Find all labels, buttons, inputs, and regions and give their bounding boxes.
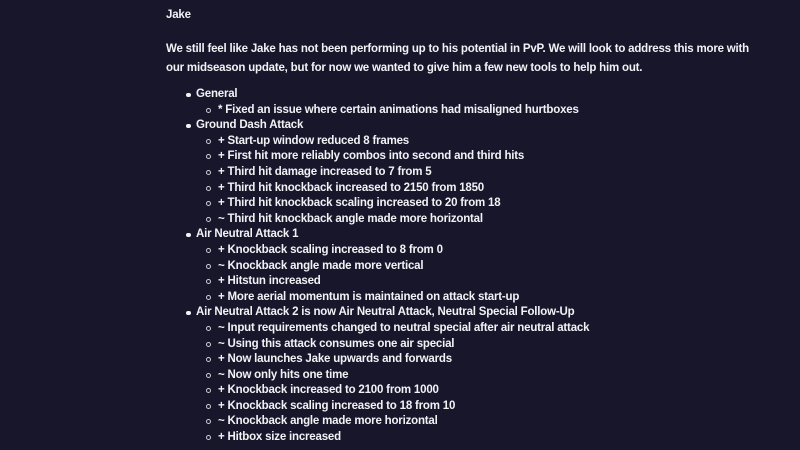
circle-bullet-icon: [206, 373, 211, 378]
character-title: Jake: [166, 9, 191, 21]
circle-bullet-icon: [206, 279, 211, 284]
section-label: Air Neutral Attack 1: [196, 228, 299, 241]
section-general: [166, 87, 589, 118]
circle-bullet-icon: [206, 186, 211, 191]
section-label: Air Neutral Attack 2 is now Air Neutral Attack, Neutral Special Follow-Up: [196, 306, 575, 319]
list-item: [196, 196, 589, 212]
item-text: + More aerial momentum is maintained on attack start-up: [218, 290, 520, 303]
list-item: [196, 165, 589, 181]
circle-bullet-icon: [206, 326, 211, 331]
bullet-icon: [186, 233, 191, 238]
item-text: ~ Input requirements changed to neutral special after air neutral attack: [218, 321, 590, 334]
list-item: [196, 290, 589, 306]
item-text: ~ Using this attack consumes one air special: [218, 337, 455, 350]
item-text: + Hitbox size increased: [218, 431, 341, 444]
list-item: [196, 383, 589, 399]
item-text: + Knockback scaling increased to 8 from 0: [218, 243, 443, 256]
list-item: [196, 321, 589, 337]
section-items: [196, 103, 589, 119]
circle-bullet-icon: [206, 248, 211, 253]
list-item: [196, 212, 589, 228]
section-items: [196, 321, 589, 446]
intro-paragraph: We still feel like Jake has not been performing up to his potential in PvP. We will look to address this more with our midseason update, but for now we wanted to give him a few new tools to help him out.: [166, 43, 749, 74]
circle-bullet-icon: [206, 357, 211, 362]
section-label: General: [196, 88, 238, 100]
item-text: + Knockback increased to 2100 from 1000: [218, 384, 439, 397]
item-text: + Third hit damage increased to 7 from 5: [218, 165, 432, 178]
bullet-icon: [186, 311, 191, 316]
circle-bullet-icon: [206, 217, 211, 222]
item-text: + Knockback scaling increased to 18 from 10: [218, 399, 456, 412]
item-text: ~ Now only hits one time: [218, 368, 349, 381]
list-item: [196, 274, 589, 290]
list-item: [196, 259, 589, 275]
circle-bullet-icon: [206, 139, 211, 144]
list-item: [196, 414, 589, 430]
circle-bullet-icon: [206, 154, 211, 159]
list-item: [196, 243, 589, 259]
circle-bullet-icon: [206, 404, 211, 409]
item-text: + Start-up window reduced 8 frames: [218, 134, 409, 147]
item-text: + Third hit knockback increased to 2150 from 1850: [218, 181, 484, 194]
section-air-neutral-attack-1: [166, 227, 589, 305]
circle-bullet-icon: [206, 170, 211, 175]
item-text: * Fixed an issue where certain animations had misaligned hurtboxes: [218, 103, 579, 116]
section-items: [196, 243, 589, 305]
circle-bullet-icon: [206, 201, 211, 206]
item-text: + Hitstun increased: [218, 275, 321, 288]
circle-bullet-icon: [206, 388, 211, 393]
item-text: + First hit more reliably combos into second and third hits: [218, 150, 525, 163]
item-text: ~ Third hit knockback angle made more horizontal: [218, 212, 483, 225]
list-item: [196, 352, 589, 368]
circle-bullet-icon: [206, 342, 211, 347]
circle-bullet-icon: [206, 264, 211, 269]
list-item: [196, 149, 589, 165]
item-text: + Third hit knockback scaling increased to 20 from 18: [218, 197, 501, 210]
section-ground-dash-attack: [166, 118, 589, 227]
circle-bullet-icon: [206, 108, 211, 113]
list-item: [196, 337, 589, 353]
list-item: [196, 181, 589, 197]
item-text: ~ Knockback angle made more horizontal: [218, 415, 438, 428]
bullet-icon: [186, 124, 191, 129]
section-items: [196, 134, 589, 228]
circle-bullet-icon: [206, 295, 211, 300]
change-list: [166, 87, 589, 446]
list-item: [196, 134, 589, 150]
circle-bullet-icon: [206, 435, 211, 440]
list-item: [196, 103, 589, 119]
list-item: [196, 430, 589, 446]
circle-bullet-icon: [206, 419, 211, 424]
section-air-neutral-attack-2: [166, 305, 589, 445]
item-text: + Now launches Jake upwards and forwards: [218, 353, 452, 366]
item-text: ~ Knockback angle made more vertical: [218, 259, 424, 272]
list-item: [196, 399, 589, 415]
bullet-icon: [186, 93, 191, 98]
section-label: Ground Dash Attack: [196, 119, 304, 132]
list-item: [196, 368, 589, 384]
